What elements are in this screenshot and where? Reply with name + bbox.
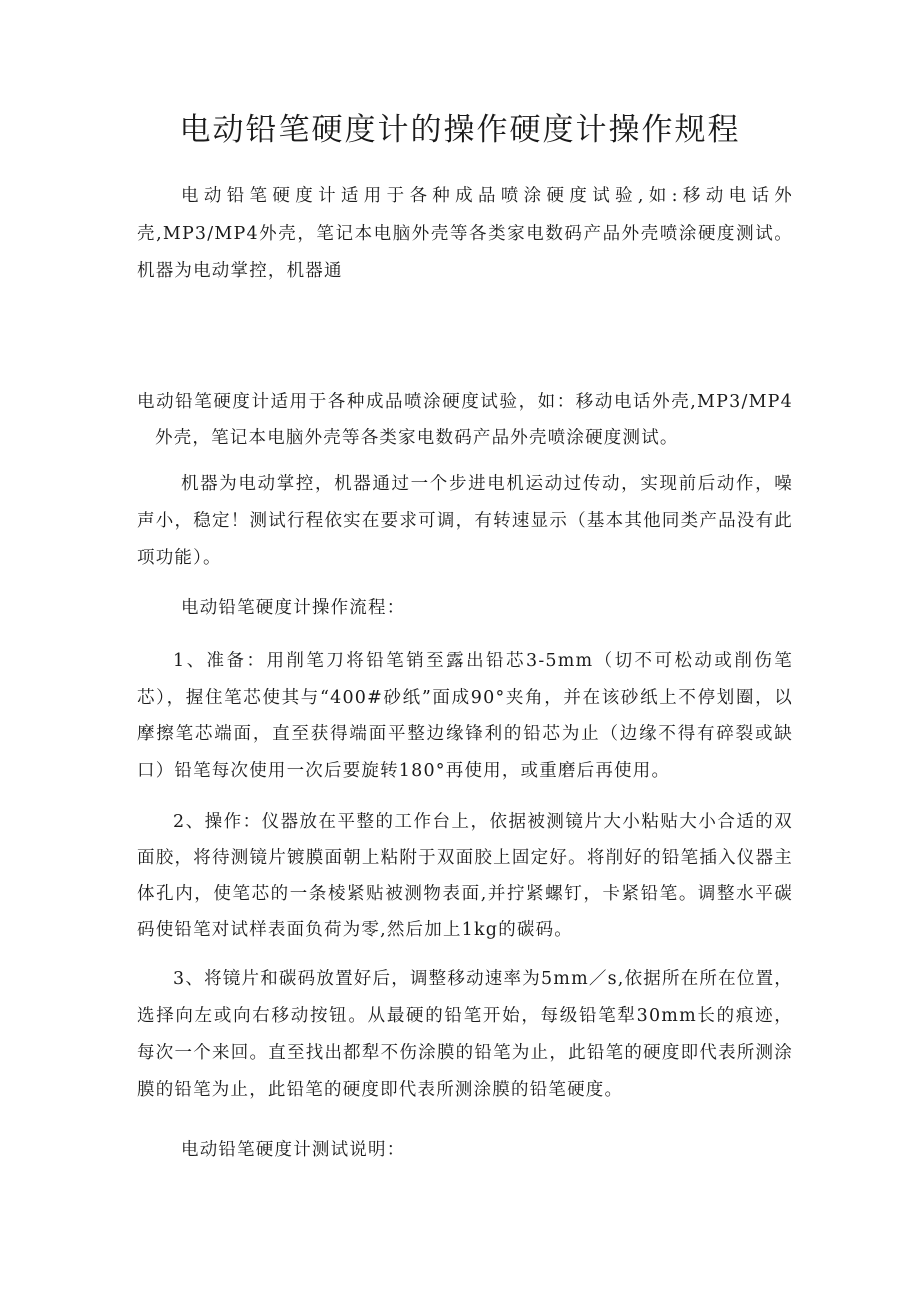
product-usage-paragraph: 电动铅笔硬度计适用于各种成品喷涂硬度试验，如：移动电话外壳,MP3/MP4外壳，笔记本电脑外壳等各类家电数码产品外壳喷涂硬度测试。 — [137, 392, 793, 448]
document-title: 电动铅笔硬度计的操作硬度计操作规程 — [179, 112, 741, 148]
intro-paragraph: 电动铅笔硬度计适用于各种成品喷涂硬度试验,如:移动电话外壳,MP3/MP4外壳，笔记本电脑外壳等各类家电数码产品外壳喷涂硬度测试。机器为电动掌控，机器通 — [137, 186, 793, 281]
step-1-preparation: 1、准备：用削笔刀将铅笔销至露出铅芯3-5mm（切不可松动或削伤笔芯），握住笔芯使其与“400#砂纸”面成90°夹角，并在该砂纸上不停划圈，以摩擦笔芯端面，直至获得端面平整边缘锋利的铅芯为止（边缘不得有碎裂或缺口）铅笔每次使用一次后要旋转180°再使用，或重磨后再使用。 — [137, 651, 793, 781]
machine-description-paragraph: 机器为电动掌控，机器通过一个步进电机运动过传动，实现前后动作，噪声小，稳定！测试行程依实在要求可调，有转速显示（基本其他同类产品没有此项功能）。 — [137, 474, 793, 568]
operation-flow-heading: 电动铅笔硬度计操作流程： — [181, 598, 406, 618]
test-description-heading: 电动铅笔硬度计测试说明： — [181, 1140, 406, 1160]
step-2-operation: 2、操作：仪器放在平整的工作台上，依据被测镜片大小粘贴大小合适的双面胶，将待测镜片镀膜面朝上粘附于双面胶上固定好。将削好的铅笔插入仪器主体孔内，使笔芯的一条棱紧贴被测物表面,并拧紧螺钉，卡紧铅笔。调整水平碳码使铅笔对试样表面负荷为零,然后加上1kg的碳码。 — [137, 812, 793, 940]
step-3-testing: 3、将镜片和碳码放置好后，调整移动速率为5mm／s,依据所在所在位置，选择向左或向右移动按钮。从最硬的铅笔开始，每级铅笔犁30mm长的痕迹，每次一个来回。直至找出都犁不伤涂膜的铅笔为止，此铅笔的硬度即代表所测涂膜的铅笔为止，此铅笔的硬度即代表所测涂膜的铅笔硬度。 — [137, 969, 793, 1100]
